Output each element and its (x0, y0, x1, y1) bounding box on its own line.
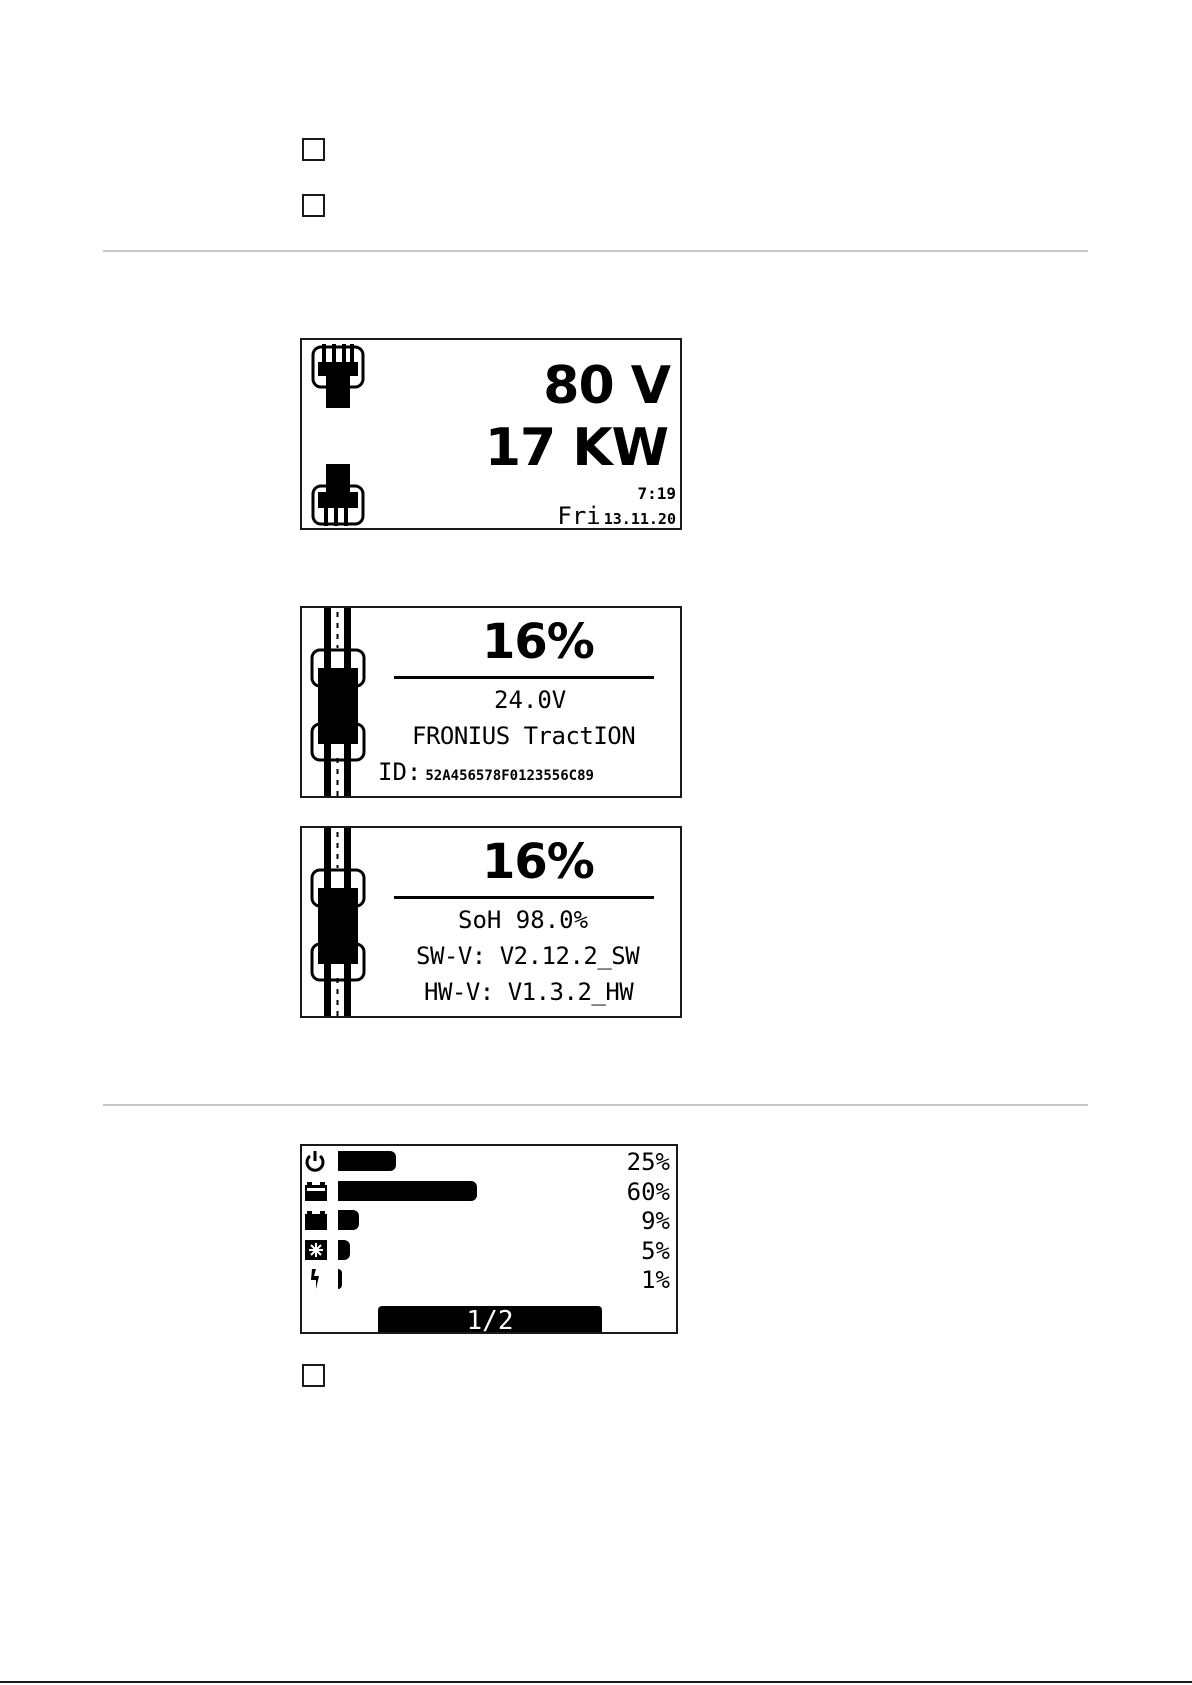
id-value: 52A456578F0123556C89 (425, 768, 594, 784)
plug-bottom-icon (310, 464, 366, 528)
page-footer-rule (0, 1681, 1192, 1683)
hardware-version: HW-V: V1.3.2_HW (424, 978, 634, 1006)
page-indicator[interactable] (378, 1306, 602, 1334)
plug-top-icon (310, 344, 366, 408)
id-label: ID: (378, 758, 422, 786)
date-readout (557, 504, 676, 528)
lightning-icon (304, 1268, 328, 1294)
charger-display-power (300, 338, 682, 530)
battery-full-icon (304, 1209, 328, 1235)
checkbox-1[interactable] (302, 138, 325, 161)
time-readout: 7:19 (637, 484, 676, 503)
usage-percent: 60% (626, 1177, 670, 1206)
section-divider-2 (103, 1104, 1088, 1106)
usage-bar (338, 1151, 396, 1171)
usage-bar (338, 1181, 477, 1201)
usage-bar (338, 1240, 350, 1260)
brand-label: FRONIUS TractION (412, 722, 636, 750)
charge-percent: 16% (482, 614, 594, 670)
day-label: Fri (557, 502, 601, 530)
battery-info-display (300, 606, 682, 798)
voltage-readout: 80 V (543, 356, 670, 416)
usage-bar (338, 1269, 342, 1289)
power-readout: 17 KW (484, 418, 668, 478)
snowflake-icon (304, 1239, 328, 1265)
usage-percent: 25% (626, 1148, 670, 1176)
usage-percent: 9% (641, 1207, 670, 1235)
divider-line (394, 676, 654, 679)
checkbox-2[interactable] (302, 194, 325, 217)
divider-line (394, 896, 654, 899)
power-icon (304, 1150, 326, 1176)
battery-version-display (300, 826, 682, 1018)
page-label: 1/2 (466, 1306, 514, 1334)
date-label: 13.11.20 (603, 510, 676, 528)
connector-pair-icon (308, 828, 368, 1018)
software-version: SW-V: V2.12.2_SW (416, 942, 640, 970)
usage-percent: 1% (641, 1266, 670, 1294)
connector-pair-icon (308, 608, 368, 798)
usage-bar (338, 1210, 359, 1230)
state-of-health: SoH 98.0% (458, 906, 589, 934)
section-divider-1 (103, 250, 1088, 252)
battery-voltage: 24.0V (494, 686, 567, 714)
charge-percent: 16% (482, 834, 594, 890)
usage-percent: 5% (641, 1236, 670, 1265)
battery-icon (304, 1180, 328, 1206)
battery-id (378, 760, 594, 784)
usage-statistics-display (300, 1144, 678, 1334)
checkbox-3[interactable] (302, 1364, 325, 1387)
